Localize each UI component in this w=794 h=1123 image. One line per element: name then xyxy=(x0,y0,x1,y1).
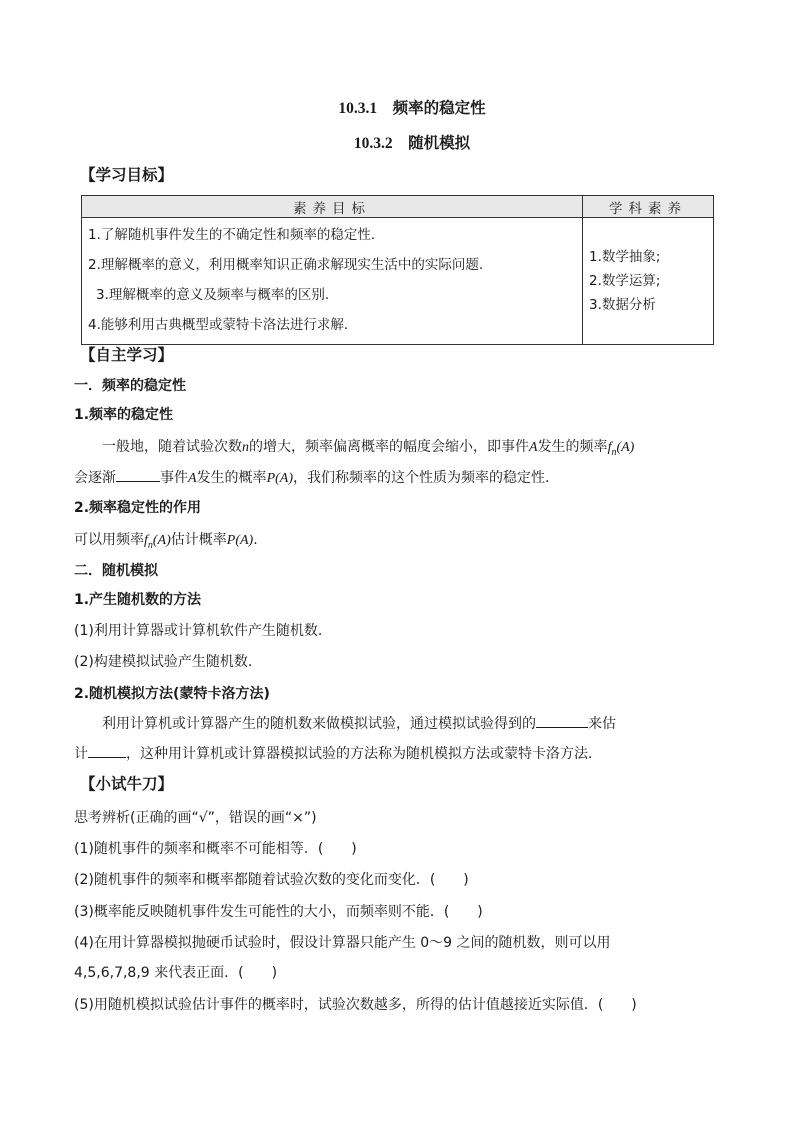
s2-title: 2.频率稳定性的作用 xyxy=(74,500,202,516)
literacy-item: 2.数学运算; xyxy=(589,273,661,289)
var-PA: P(A) xyxy=(266,471,293,486)
goal-item: 4.能够利用古典概型或蒙特卡洛法进行求解. xyxy=(88,317,349,333)
s4-paragraph-line2: 计 ，这种用计算机或计算器模拟试验的方法称为随机模拟方法或蒙特卡洛方法. xyxy=(74,743,724,764)
s3-title: 1.产生随机数的方法 xyxy=(74,592,202,608)
var-A: A xyxy=(188,471,197,486)
fill-blank-2 xyxy=(536,713,588,728)
literacy-item: 1.数学抽象; xyxy=(589,249,661,265)
practice-q3: (3)概率能反映随机事件发生可能性的大小，而频率则不能．( ) xyxy=(74,904,483,920)
s1-title: 1.频率的稳定性 xyxy=(74,407,174,423)
part2-title: 二．随机模拟 xyxy=(74,563,158,579)
var-A: A xyxy=(529,440,538,455)
fill-blank-3 xyxy=(88,743,126,758)
fill-blank-1 xyxy=(116,467,160,482)
goal-item: 2.理解概率的意义，利用概率知识正确求解现实生活中的实际问题. xyxy=(88,257,484,273)
practice-q2: (2)随机事件的频率和概率都随着试验次数的变化而变化．( ) xyxy=(74,872,469,888)
literacy-cell xyxy=(583,218,714,345)
practice-heading: 【小试牛刀】 xyxy=(80,775,174,793)
var-n: n xyxy=(242,440,249,455)
s3-item-2: (2)构建模拟试验产生随机数. xyxy=(74,654,253,670)
goals-table xyxy=(81,195,714,345)
goals-heading: 【学习目标】 xyxy=(80,166,174,184)
var-fn: $f_n(A)$ xyxy=(607,440,635,458)
s1-paragraph-line1: 一般地，随着试验次数n的增大，频率偏离概率的幅度会缩小，即事件A发生的频率$f_n(A)$ xyxy=(102,439,635,458)
literacy-col-header: 学科素养 xyxy=(583,196,714,218)
practice-q4-line1: (4)在用计算器模拟抛硬币试验时，假设计算器只能产生 0～9 之间的随机数，则可以用 xyxy=(74,935,611,951)
goal-item: 3.理解概率的意义及频率与概率的区别. xyxy=(96,287,330,303)
goals-cell xyxy=(82,218,583,345)
literacy-item: 3.数据分析 xyxy=(589,297,656,313)
practice-q4-line2: 4,5,6,7,8,9 来代表正面．( ) xyxy=(74,965,278,981)
lesson-title-2: 10.3.2 随机模拟 xyxy=(353,135,471,152)
part1-title: 一．频率的稳定性 xyxy=(74,378,186,394)
var-fn: $f_n(A)$ xyxy=(144,533,171,551)
practice-q5: (5)用随机模拟试验估计事件的概率时，试验次数越多，所得的估计值越接近实际值．( ) xyxy=(74,997,637,1013)
self-study-heading: 【自主学习】 xyxy=(80,346,174,364)
practice-q1: (1)随机事件的频率和概率不可能相等．( ) xyxy=(74,841,357,857)
s2-text: 可以用频率$f_n(A)$估计概率P(A). xyxy=(74,532,258,551)
s4-title: 2.随机模拟方法(蒙特卡洛方法) xyxy=(74,686,270,702)
s1-paragraph-line2: 会逐渐 事件A发生的概率P(A)，我们称频率的这个性质为频率的稳定性. xyxy=(74,467,724,489)
s4-paragraph-line1: 利用计算机或计算器产生的随机数来做模拟试验，通过模拟试验得到的 来估 xyxy=(74,713,724,734)
lesson-title-1: 10.3.1 频率的稳定性 xyxy=(338,100,486,117)
var-PA: P(A) xyxy=(226,533,254,548)
goal-item: 1.了解随机事件发生的不确定性和频率的稳定性. xyxy=(88,227,376,243)
s3-item-1: (1)利用计算器或计算机软件产生随机数. xyxy=(74,623,323,639)
goals-col-header: 素养目标 xyxy=(82,196,583,218)
practice-intro: 思考辨析(正确的画“√”，错误的画“×”) xyxy=(74,810,317,826)
